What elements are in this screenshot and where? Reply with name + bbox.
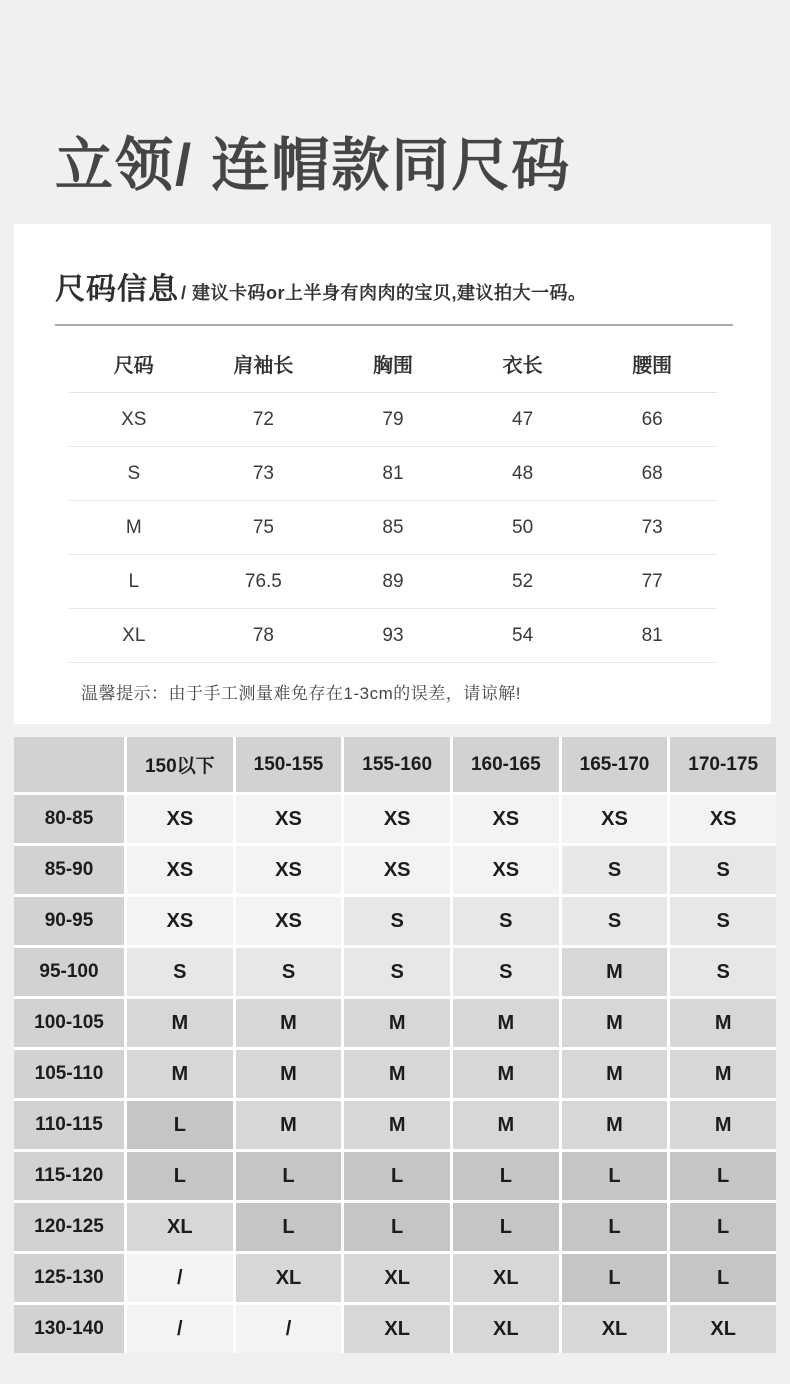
matrix-size-cell: L [453,1152,559,1200]
size-table-cell: 77 [587,555,717,609]
matrix-size-cell: XS [127,846,233,894]
size-table-cell: L [69,555,199,609]
size-table-cell: 73 [199,447,329,501]
matrix-size-cell: L [344,1152,450,1200]
matrix-size-cell: M [453,1050,559,1098]
matrix-size-cell: M [562,999,668,1047]
size-info-header [55,264,733,308]
matrix-height-header: 150-155 [236,737,342,792]
matrix-weight-header: 100-105 [14,999,124,1047]
size-table-row [69,555,717,609]
size-table-column-header: 肩袖长 [199,332,329,393]
size-table-cell: 79 [328,393,458,447]
matrix-height-header: 165-170 [562,737,668,792]
matrix-size-cell: M [453,1101,559,1149]
size-table-cell: 52 [458,555,588,609]
size-table-cell: 72 [199,393,329,447]
size-info-subheading: / 建议卡码or上半身有肉肉的宝贝,建议拍大一码。 [181,283,587,303]
matrix-size-cell: / [236,1305,342,1353]
matrix-size-cell: M [344,1101,450,1149]
size-table-column-header: 胸围 [328,332,458,393]
size-table-cell: 48 [458,447,588,501]
matrix-size-cell: XS [453,795,559,843]
matrix-size-cell: XS [562,795,668,843]
size-table-column-header: 尺码 [69,332,199,393]
matrix-size-cell: L [453,1203,559,1251]
matrix-weight-header: 95-100 [14,948,124,996]
size-table-cell: S [69,447,199,501]
matrix-size-cell: XS [236,795,342,843]
matrix-size-cell: XS [236,846,342,894]
size-table-row [69,393,717,447]
size-table-cell: 73 [587,501,717,555]
matrix-size-cell: XL [344,1254,450,1302]
size-table [69,332,717,663]
matrix-size-cell: L [562,1152,668,1200]
size-table-head [69,332,717,393]
matrix-size-cell: M [344,999,450,1047]
size-table-row [69,501,717,555]
matrix-size-cell: L [344,1203,450,1251]
matrix-size-cell: S [670,897,776,945]
matrix-size-cell: M [670,1050,776,1098]
matrix-size-cell: XL [453,1305,559,1353]
matrix-size-cell: M [562,1050,668,1098]
size-table-row [69,447,717,501]
matrix-size-cell: XS [344,795,450,843]
matrix-weight-header: 115-120 [14,1152,124,1200]
size-table-column-header: 腰围 [587,332,717,393]
matrix-height-header: 160-165 [453,737,559,792]
matrix-size-cell: / [127,1254,233,1302]
matrix-size-cell: S [562,897,668,945]
matrix-size-cell: XL [562,1305,668,1353]
size-table-cell: 81 [328,447,458,501]
matrix-weight-header: 80-85 [14,795,124,843]
matrix-weight-header: 105-110 [14,1050,124,1098]
matrix-size-cell: L [236,1203,342,1251]
matrix-size-cell: M [236,1050,342,1098]
size-table-cell: 50 [458,501,588,555]
size-table-header-row [69,332,717,393]
size-table-row [69,609,717,663]
measurement-tip: 温馨提示：由于手工测量难免存在1-3cm的误差，请谅解! [81,684,521,703]
size-table-cell: 85 [328,501,458,555]
matrix-size-cell: M [344,1050,450,1098]
matrix-size-cell: XL [670,1305,776,1353]
matrix-size-cell: S [670,846,776,894]
matrix-weight-header: 120-125 [14,1203,124,1251]
matrix-size-cell: L [562,1254,668,1302]
size-info-card [14,224,771,724]
matrix-size-cell: L [236,1152,342,1200]
matrix-size-cell: XL [236,1254,342,1302]
matrix-size-cell: XL [453,1254,559,1302]
size-table-cell: 66 [587,393,717,447]
matrix-size-cell: L [562,1203,668,1251]
matrix-size-cell: L [127,1152,233,1200]
matrix-size-cell: L [670,1203,776,1251]
matrix-size-cell: M [670,1101,776,1149]
size-table-cell: 81 [587,609,717,663]
matrix-weight-header: 110-115 [14,1101,124,1149]
heading-divider [55,324,733,326]
matrix-weight-header: 85-90 [14,846,124,894]
matrix-weight-header: 125-130 [14,1254,124,1302]
size-table-cell: 47 [458,393,588,447]
size-table-cell: 78 [199,609,329,663]
matrix-size-cell: XS [453,846,559,894]
size-table-cell: 76.5 [199,555,329,609]
matrix-size-cell: S [562,846,668,894]
matrix-height-header: 170-175 [670,737,776,792]
matrix-size-cell: S [127,948,233,996]
matrix-size-cell: S [453,948,559,996]
size-table-cell: 68 [587,447,717,501]
size-table-cell: XS [69,393,199,447]
matrix-weight-header: 130-140 [14,1305,124,1353]
size-info-heading: 尺码信息 [55,273,179,306]
matrix-size-cell: M [670,999,776,1047]
size-matrix [14,737,776,1353]
matrix-size-cell: S [453,897,559,945]
matrix-size-cell: L [127,1101,233,1149]
matrix-size-cell: / [127,1305,233,1353]
matrix-height-header: 155-160 [344,737,450,792]
size-table-cell: 75 [199,501,329,555]
matrix-size-cell: M [236,999,342,1047]
size-table-cell: 54 [458,609,588,663]
matrix-size-cell: XS [236,897,342,945]
matrix-size-cell: M [562,948,668,996]
page-title: 立领/ 连帽款同尺码 [55,133,572,198]
matrix-size-cell: XS [127,897,233,945]
size-table-cell: XL [69,609,199,663]
matrix-size-cell: M [127,999,233,1047]
matrix-size-cell: XS [344,846,450,894]
matrix-size-cell: S [236,948,342,996]
matrix-height-header: 150以下 [127,737,233,792]
matrix-size-cell: XL [127,1203,233,1251]
matrix-size-cell: M [453,999,559,1047]
matrix-size-cell: S [344,948,450,996]
size-table-column-header: 衣长 [458,332,588,393]
matrix-size-cell: L [670,1254,776,1302]
matrix-size-cell: S [670,948,776,996]
size-table-cell: 89 [328,555,458,609]
matrix-size-cell: XS [127,795,233,843]
matrix-size-cell: M [562,1101,668,1149]
size-table-cell: 93 [328,609,458,663]
matrix-size-cell: M [127,1050,233,1098]
matrix-size-cell: L [670,1152,776,1200]
size-table-cell: M [69,501,199,555]
matrix-size-cell: M [236,1101,342,1149]
matrix-size-cell: XS [670,795,776,843]
size-table-body [69,393,717,663]
matrix-weight-header: 90-95 [14,897,124,945]
matrix-size-cell: XL [344,1305,450,1353]
matrix-size-cell: S [344,897,450,945]
matrix-corner-cell [14,737,124,792]
